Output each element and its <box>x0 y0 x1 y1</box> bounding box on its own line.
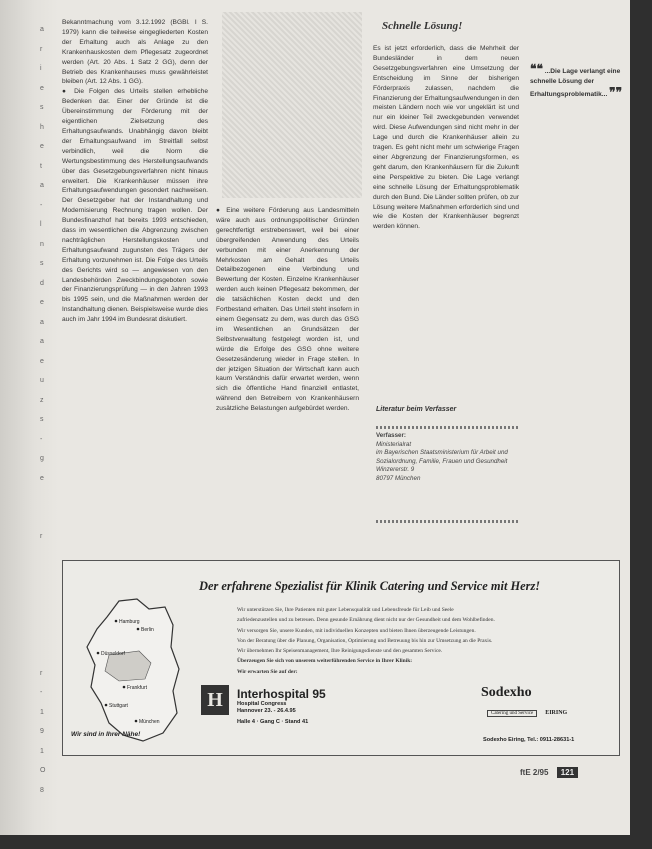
margin-mark <box>40 508 56 528</box>
margin-mark <box>40 625 56 645</box>
paragraph: ● Eine weitere Förderung aus Landesmitteln wäre auch aus ordnungspolitischer Gründen gerechtfertigt erstrebenswert, weil bei einer übergreifenden Anwendung des Urteils verbunden mit einer Anerkennung der Mehrkosten am Gehalt des Urteils Detailbezogenen eine Verbindung und Bewertung der Kosten. Einzelne Krankenhäuser werden auch keinen Pflegesatz bekommen, der die tatsächlichen Kosten deckt und den Fortbestand erhalten. Das Urteil steht insofern in einem Gegensatz zu dem, was durch das GSG im Wesentlichen an Grundsätzen der Selbstverwaltung festgelegt worden ist, und würde die Erfolge des GSG ohne weitere Gesetzesänderung wieder in Frage stellen. In der jetzigen Situation der Wirtschaft kann auch kaum Verständnis dafür erwartet werden, wenn sich die öffentliche Hand finanziell entlastet, während den Betreibern von Krankenhäusern zusätzliche Belastungen aufgebürdet werden. <box>216 207 359 413</box>
quote-close-icon: ❞❞ <box>609 85 623 99</box>
map-city-label: Düsseldorf <box>101 651 125 657</box>
margin-mark: a <box>40 338 44 345</box>
address-lines <box>376 441 518 484</box>
margin-mark: a <box>40 26 44 33</box>
margin-mark: l <box>40 221 42 228</box>
journal-name: ftE 2/95 <box>520 768 549 777</box>
margin-mark: e <box>40 474 44 482</box>
map-city-label: Berlin <box>141 627 154 633</box>
event-title: Interhospital 95 <box>237 687 326 701</box>
germany-map-icon <box>79 595 185 745</box>
margin-mark <box>40 488 56 508</box>
pull-quote-text: ...Die Lage verlangt eine schnelle Lösung der Erhaltungsproblematik... <box>530 68 621 98</box>
address-line: im Bayerischen Staatsministerium für Arbeit und Sozialordnung, Familie, Frauen und Gesundheit <box>376 449 508 465</box>
margin-mark: - <box>40 201 43 209</box>
advertisement <box>62 560 620 756</box>
margin-mark: s <box>40 260 44 267</box>
ad-body-line: Wir versorgen Sie, unsere Kunden, mit individuellen Konzepten und bieten Ihnen überzeugende Leistungen. <box>237 627 476 634</box>
margin-mark: a <box>40 182 44 189</box>
literature-heading: Literatur beim Verfasser <box>376 406 457 413</box>
map-city-label: Frankfurt <box>127 685 148 691</box>
margin-mark: h <box>40 123 44 131</box>
margin-mark: - <box>40 689 43 696</box>
margin-mark: i <box>40 65 42 72</box>
address-label: Verfasser: <box>376 432 406 439</box>
paragraph: ● Die Folgen des Urteils stellen erhebliche Bedenken dar. Einer der Gründe ist die Übereinstimmung der Förderung mit der eigentlichen Zielsetzung des Erhaltungsaufwands. Unabhängig davon bleibt der Erhaltungsaufwand im Streitfall selbst verbindlich, weil die Norm die Wertungsbestimmung des Herstellungsaufwands über das Gesetzgebungsverfahren nicht hinaus erweitert. Die Krankenhäuser müssen ihre Erhaltungsaufwendungen gesondert nachweisen. Der Gesetzgeber hat der Instandhaltung und Modernisierung Rechnung tragen wollen. Der Bundesfinanzhof hat bereits 1993 entschieden, dass im wesentlichen die Abgrenzung zwischen nachträglichen Herstellungskosten und Erhaltungsaufwand zugunsten des Trägers der Erhaltung vorzunehmen ist. Die Folge des Urteils des Gerichts wird so — angewiesen von den Landesbehörden Zweckbindungsgeboten sowie der Finanzierungsprüfung — in den Jahren 1993 bis 1995 sein, und die Maßnahmen werden der Instandhaltung dienen. Beispielsweise wurde dies auch im Jahr 1994 im Bundesrat diskutiert. <box>62 88 208 324</box>
margin-mark: r <box>40 45 43 53</box>
ad-body-line: zufriedenzustellen und zu betreuen. Denn gesunde Ernährung dient nicht nur der Gesundheit und dem Wohlbefinden. <box>237 617 495 624</box>
margin-mark: e <box>40 143 44 150</box>
margin-mark: z <box>40 396 44 404</box>
address-line: 80797 München <box>376 474 421 482</box>
map-city-dot <box>105 704 108 707</box>
page-number: 121 <box>557 767 578 778</box>
map-city-dot <box>123 686 126 689</box>
map-city-dot <box>115 620 118 623</box>
dotted-rule <box>376 426 518 429</box>
ad-body-line: Wir unterstützen Sie, Ihre Patienten mit guter Lebensqualität und Lebensfreude für Leib und Seele <box>237 607 454 613</box>
sodexho-logo <box>481 683 611 716</box>
map-caption: Wir sind in Ihrer Nähe! <box>71 731 141 738</box>
halftone-photo <box>222 12 362 198</box>
margin-mark: 9 <box>40 728 44 735</box>
margin-mark: e <box>40 299 44 306</box>
map-city-dot <box>137 628 140 631</box>
map-city-label: Stuttgart <box>109 703 128 709</box>
sponsor-phone: Sodexho Eiring, Tel.: 0911-28631-1 <box>483 737 575 743</box>
margin-mark: n <box>40 240 44 248</box>
ad-body-line: Wir übernehmen Ihr Speisenmanagement, Ihre Reinigungsdienste und den gesamten Service. <box>237 648 443 655</box>
text-column-3 <box>373 44 519 232</box>
margin-mark: e <box>40 84 44 92</box>
scan-edge-right <box>630 0 652 849</box>
sponsor-name: Sodexho <box>481 685 532 700</box>
ad-body-line: Wir erwarten Sie auf der: <box>237 668 298 675</box>
margin-mark: e <box>40 357 44 365</box>
margin-mark: 1 <box>40 708 44 716</box>
event-info <box>237 687 326 725</box>
margin-mark <box>40 547 56 567</box>
section-title: Schnelle Lösung! <box>382 20 463 32</box>
address-line: Winzererstr. 9 <box>376 466 415 474</box>
map-city-dot <box>135 720 138 723</box>
map-city-dot <box>97 652 100 655</box>
scan-edge-bottom <box>0 835 652 849</box>
margin-mark <box>40 605 56 625</box>
author-address <box>376 432 518 484</box>
sponsor-extra: EIRING <box>545 710 568 716</box>
sponsor-subtitle: Catering und Service <box>487 710 537 717</box>
margin-mark: u <box>40 377 44 384</box>
paragraph: Bekanntmachung vom 3.12.1992 (BGBl. I S. 1979) kann die teilweise eingegliederten Kosten der Erhaltung auch als Anlage zu den Krankenhauskosten dem Pflegesatz zugeordnet werden (Art. 20 Abs. 1 Satz 2 GG), denn der Betrieb des Krankenhauses muss gewährleistet bleiben (Art. 12 Abs. 1 GG). <box>62 19 208 86</box>
margin-mark: r <box>40 533 43 540</box>
margin-mark <box>40 566 56 586</box>
margin-mark: t <box>40 162 42 170</box>
margin-mark: s <box>40 416 44 423</box>
margin-mark: O <box>40 767 46 774</box>
ad-body-line: Überzeugen Sie sich von unserem weiterführenden Service in Ihrer Klinik: <box>237 658 413 665</box>
dotted-rule <box>376 520 518 523</box>
address-line: Ministerialrat <box>376 440 412 448</box>
event-hall: Halle 4 · Gang C · Stand 41 <box>237 719 309 725</box>
margin-mark: - <box>40 435 43 443</box>
ad-headline: Der erfahrene Spezialist für Klinik Catering und Service mit Herz! <box>199 579 541 593</box>
margin-marks <box>40 20 56 800</box>
margin-mark: g <box>40 455 44 462</box>
ad-body-text <box>237 605 609 677</box>
margin-mark: 1 <box>40 747 44 755</box>
event-dates: Hannover 23. - 26.4.95 <box>237 708 296 714</box>
margin-mark: 8 <box>40 786 44 794</box>
page-footer <box>520 768 578 777</box>
pull-quote <box>530 64 626 100</box>
map-city-label: München <box>139 719 160 725</box>
margin-mark <box>40 644 56 664</box>
margin-mark <box>40 586 56 606</box>
text-column-1 <box>62 18 208 325</box>
ad-body-line: Von der Beratung über die Planung, Organisation, Optimierung und Betreuung bis hin zur Umsetzung an die Praxis. <box>237 637 493 644</box>
margin-mark: r <box>40 669 43 677</box>
margin-mark: a <box>40 318 44 326</box>
map-city-label: Hamburg <box>119 619 140 625</box>
text-column-2 <box>216 206 359 414</box>
margin-mark: d <box>40 279 44 287</box>
interhospital-logo-icon: H <box>201 685 229 715</box>
quote-open-icon: ❝❝ <box>530 62 543 76</box>
event-subtitle: Hospital Congress <box>237 701 287 707</box>
paragraph: Es ist jetzt erforderlich, dass die Mehrheit der Bundesländer in dem neuen Gesetzgebungsverfahren eine Umsetzung der Entscheidung im Sinne der bisherigen Förderpraxis zulassen, nachdem die Finanzierung der Erhaltungsaufwendungen in den meisten Ländern noch wie vor ungeklärt ist und nur ein kleiner Teil zweckgebunden verwendet wird. Diese Aufwendungen sind nicht mehr in der Lage und durch die Krankenhäuser allein zu tragen. Es geht nicht mehr um schwierige Fragen einer Abgrenzung der Finanzierungsformen, es geht darum, den Krankenhäusern für die Zukunft eine Perspektive zu bieten. Die Lage verlangt eine schnelle Lösung der Erhaltungsproblematik durch den Bund. Die Länder sollten prüfen, ob zur Lösung weitere Maßnahmen erforderlich sind und wie die Kosten der Krankenhäuser begrenzt werden können. <box>373 45 519 231</box>
margin-mark: s <box>40 104 44 111</box>
